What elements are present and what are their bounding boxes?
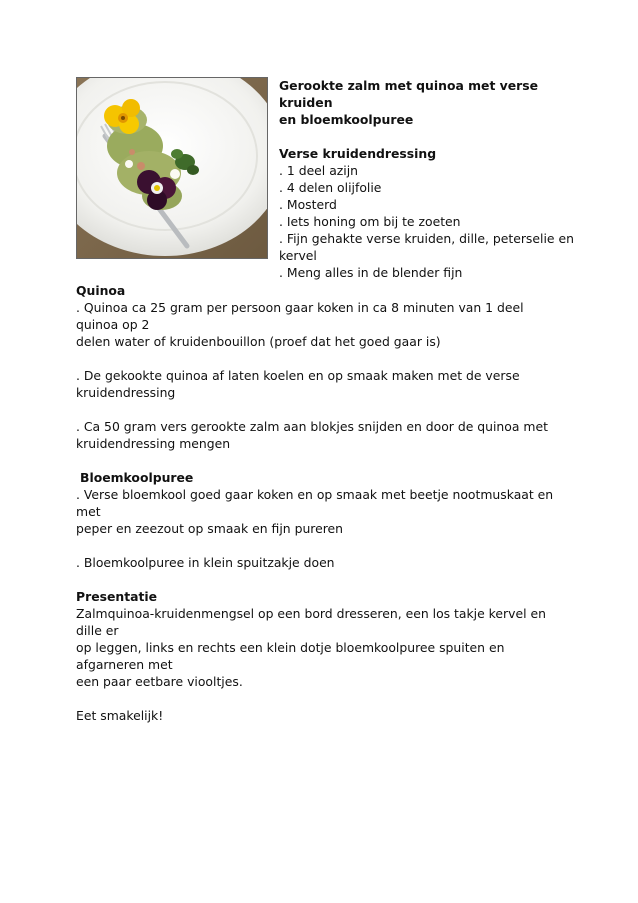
dressing-item: . 4 delen olijfolie [279,180,382,195]
dressing-heading: Verse kruidendressing [279,146,437,161]
dressing-item: . Fijn gehakte verse kruiden, dille, peterselie en [279,231,574,246]
puree-dot [125,160,133,168]
bloemkool-step-1-line: . Verse bloemkool goed gaar koken en op smaak met beetje nootmuskaat en met [76,487,554,519]
bloemkool-step-2-line: . Bloemkoolpuree in klein spuitzakje doen [76,555,335,570]
quinoa-step-3-line: kruidendressing mengen [76,436,231,451]
closing-line: Eet smakelijk! [76,708,164,723]
quinoa-step-1-line: . Quinoa ca 25 gram per persoon gaar koken in ca 8 minuten van 1 deel quinoa op 2 [76,300,524,332]
bloemkool-step-1-line: peper en zeezout op smaak en fijn pureren [76,521,344,536]
dressing-item: . Meng alles in de blender fijn [279,265,463,280]
dish-illustration [77,78,267,258]
recipe-title-line-2: en bloemkoolpuree [279,112,414,127]
presentatie-line: Zalmquinoa-kruidenmengsel op een bord dresseren, een los takje kervel en dille er [76,606,546,638]
quinoa-step-2-line: . De gekookte quinoa af laten koelen en op smaak maken met de verse [76,368,520,383]
dressing-item: . 1 deel azijn [279,163,359,178]
quinoa-heading: Quinoa [76,283,126,298]
dressing-item: . Mosterd [279,197,337,212]
presentatie-line: een paar eetbare viooltjes. [76,674,243,689]
bloemkool-heading: Bloemkoolpuree [80,470,194,485]
title-and-dressing [279,77,579,281]
quinoa-step-2-line: kruidendressing [76,385,176,400]
presentatie-heading: Presentatie [76,589,158,604]
quinoa-step-1-line: delen water of kruidenbouillon (proef dat het goed gaar is) [76,334,441,349]
puree-dot [170,169,180,179]
dressing-item: kervel [279,248,317,263]
quinoa-step-3-line: . Ca 50 gram vers gerookte zalm aan blokjes snijden en door de quinoa met [76,419,548,434]
presentatie-line: op leggen, links en rechts een klein dotje bloemkoolpuree spuiten en afgarneren met [76,640,505,672]
recipe-title-line-1: Gerookte zalm met quinoa met verse kruiden [279,78,539,110]
recipe-body [76,282,566,724]
dressing-item: . Iets honing om bij te zoeten [279,214,461,229]
dish-photo [76,77,268,259]
